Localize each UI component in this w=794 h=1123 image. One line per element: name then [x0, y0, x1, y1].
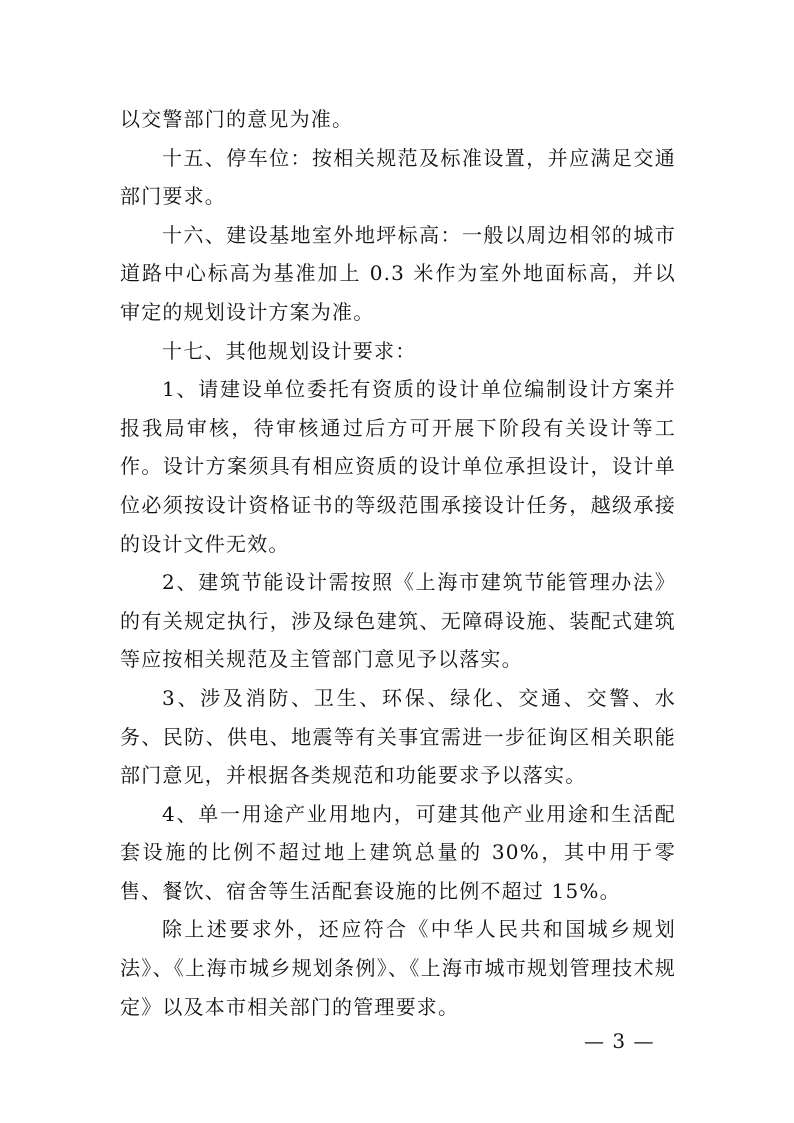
paragraph-item-16-elevation: 十六、建设基地室外地坪标高：一般以周边相邻的城市道路中心标高为基准加上 0.3 米作为室外地面标高，并以审定的规划设计方案为准。 [120, 222, 676, 324]
paragraph-continuation: 以交警部门的意见为准。 [120, 107, 354, 131]
paragraph-requirement-1: 1、请建设单位委托有资质的设计单位编制设计方案并报我局审核，待审核通过后方可开展下阶段有关设计等工作。设计方案须具有相应资质的设计单位承担设计，设计单位必须按设计资格证书的等级范围承接设计任务，越级承接的设计文件无效。 [120, 377, 676, 556]
document-body [120, 100, 676, 1026]
paragraph-item-17-heading: 十七、其他规划设计要求： [162, 338, 417, 363]
paragraph-closing: 除上述要求外，还应符合《中华人民共和国城乡规划法》、《上海市城乡规划条例》、《上海市城市规划管理技术规定》以及本市相关部门的管理要求。 [120, 917, 676, 1019]
paragraph-requirement-4: 4、单一用途产业用地内，可建其他产业用途和生活配套设施的比例不超过地上建筑总量的 30%，其中用于零售、餐饮、宿舍等生活配套设施的比例不超过 15%。 [120, 801, 676, 903]
paragraph-requirement-3: 3、涉及消防、卫生、环保、绿化、交通、交警、水务、民防、供电、地震等有关事宜需进一步征询区相关职能部门意见，并根据各类规范和功能要求予以落实。 [120, 685, 676, 788]
paragraph-requirement-2: 2、建筑节能设计需按照《上海市建筑节能管理办法》的有关规定执行，涉及绿色建筑、无障碍设施、装配式建筑等应按相关规范及主管部门意见予以落实。 [120, 570, 676, 672]
paragraph-item-15-parking: 十五、停车位：按相关规范及标准设置，并应满足交通部门要求。 [120, 145, 676, 209]
page-number: — 3 — [584, 1029, 655, 1053]
